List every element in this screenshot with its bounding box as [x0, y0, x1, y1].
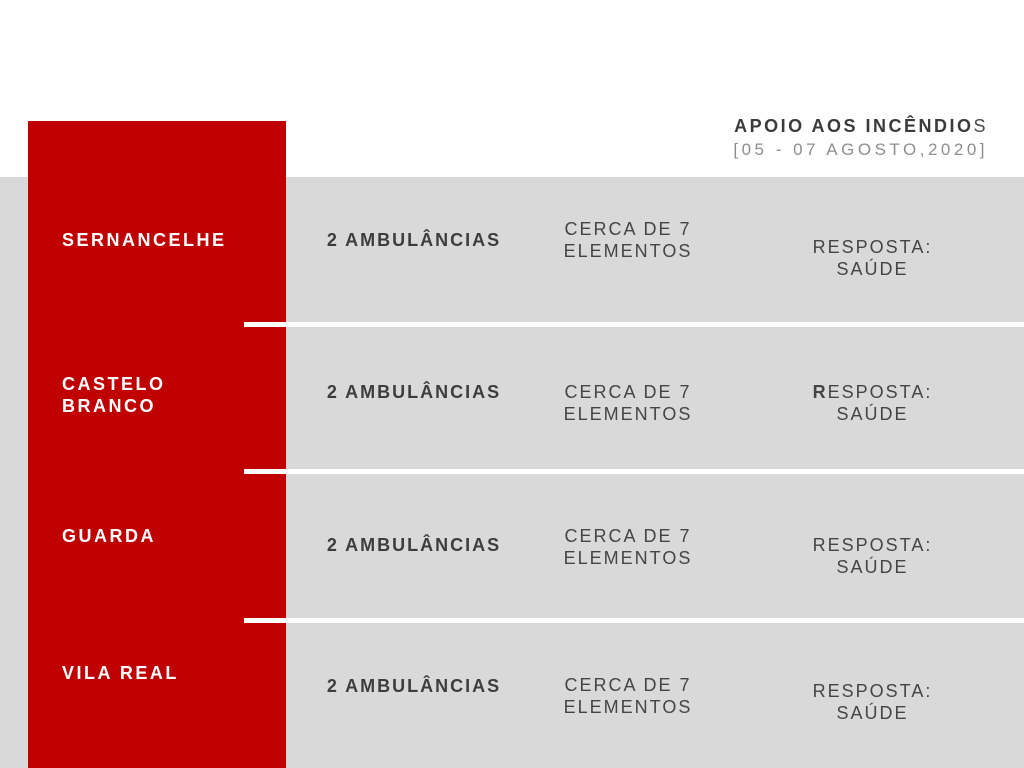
ambulances-value: 2 AMBULÂNCIAS [326, 676, 502, 696]
response-line2: SAÚDE [836, 703, 909, 723]
ambulances-value: 2 AMBULÂNCIAS [326, 230, 502, 250]
elements-value [540, 218, 716, 262]
location-line: BRANCO [62, 396, 156, 416]
elements-line1: CERCA DE 7 [564, 675, 692, 695]
response-value [775, 236, 970, 280]
response-line1: RESPOSTA: [812, 681, 933, 701]
location-line: GUARDA [62, 526, 156, 546]
response-value [775, 381, 970, 425]
elements-line2: ELEMENTOS [563, 548, 693, 568]
slide-date-range: [05 - 07 AGOSTO,2020] [733, 140, 988, 159]
response-line2: SAÚDE [836, 404, 909, 424]
slide-title-bold-part: APOIO AOS INCÊNDIO [734, 116, 974, 136]
response-line2: SAÚDE [836, 557, 909, 577]
location-line: SERNANCELHE [62, 230, 227, 250]
location-line: CASTELO [62, 374, 166, 394]
slide-title-light-part: S [973, 116, 988, 136]
ambulances-value: 2 AMBULÂNCIAS [326, 535, 502, 555]
response-value [775, 680, 970, 724]
elements-line2: ELEMENTOS [563, 241, 693, 261]
location-label [62, 525, 156, 547]
elements-line1: CERCA DE 7 [564, 382, 692, 402]
elements-value [540, 674, 716, 718]
elements-line1: CERCA DE 7 [564, 219, 692, 239]
elements-value [540, 381, 716, 425]
ambulances-value: 2 AMBULÂNCIAS [326, 382, 502, 402]
response-line1: RESPOSTA: [812, 535, 933, 555]
slide-header [733, 114, 988, 161]
row-divider [244, 618, 1024, 623]
row-divider [244, 322, 1024, 327]
location-line: VILA REAL [62, 663, 179, 683]
row-divider [244, 469, 1024, 474]
location-label [62, 229, 227, 251]
location-label [62, 662, 179, 684]
location-label [62, 373, 166, 417]
response-line1: RESPOSTA: [812, 237, 933, 257]
elements-line2: ELEMENTOS [563, 697, 693, 717]
response-line1: RESPOSTA: [812, 382, 933, 402]
elements-value [540, 525, 716, 569]
elements-line2: ELEMENTOS [563, 404, 693, 424]
response-line2: SAÚDE [836, 259, 909, 279]
slide-title [733, 114, 988, 138]
elements-line1: CERCA DE 7 [564, 526, 692, 546]
response-value [775, 534, 970, 578]
